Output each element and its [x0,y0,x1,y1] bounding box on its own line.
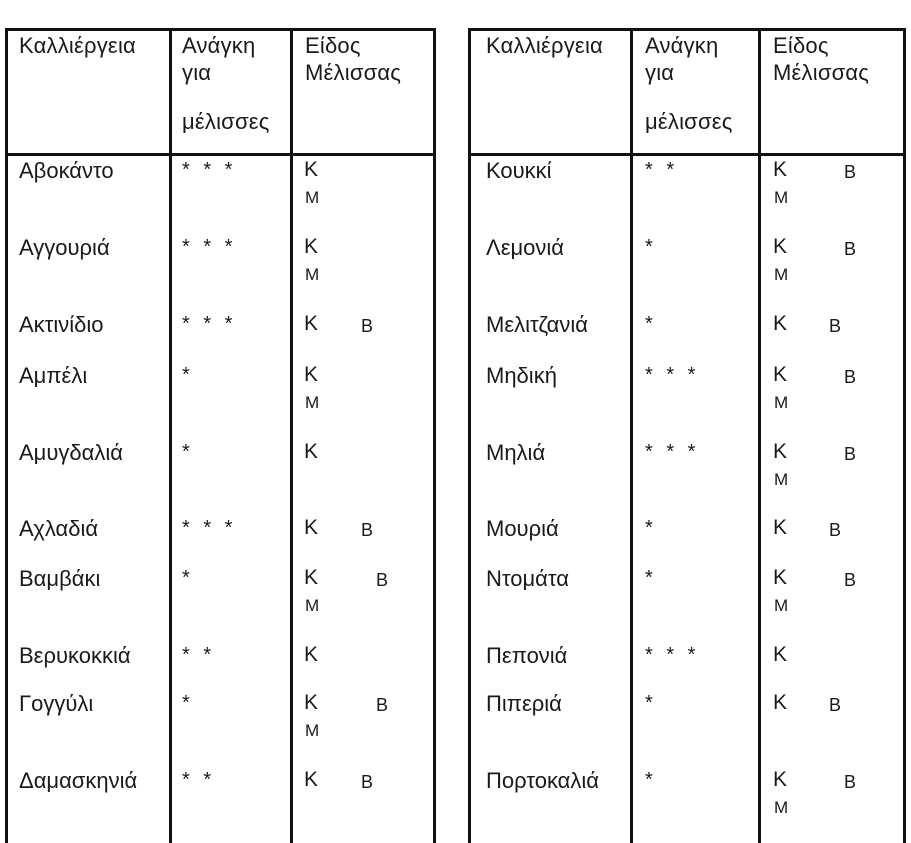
table-line [290,28,293,843]
bee-type-b: Β [361,772,374,792]
bee-type-m: Μ [305,721,320,740]
header-need [182,32,270,135]
need-rating: * [645,236,657,258]
bee-type-k: Κ [304,768,319,791]
bee-type-k: Κ [304,516,319,539]
bee-type-k: Κ [773,643,788,666]
crop-name: Μηλιά [486,440,546,465]
bee-type-k: Κ [304,643,319,666]
bee-type-k: Κ [773,235,788,258]
header-need-line: Ανάγκη [182,33,256,58]
need-rating: * * * [182,517,237,539]
header-crop: Καλλιέργεια [486,33,603,58]
bee-type-k: Κ [773,691,788,714]
crop-name: Γογγύλι [19,691,94,716]
need-rating: * * * [645,644,700,666]
need-rating: * [645,567,657,589]
table-line [169,28,172,843]
need-rating: * * * [182,159,237,181]
crop-name: Ακτινίδιο [19,312,104,337]
table-line [433,28,436,843]
table-line [468,153,906,156]
crop-name: Αγγουριά [19,235,110,260]
bee-type-k: Κ [304,440,319,463]
need-rating: * [182,567,194,589]
need-rating: * [645,313,657,335]
header-type-line: Μέλισσας [773,60,870,85]
bee-type-k: Κ [304,235,319,258]
crop-name: Βερυκοκκιά [19,643,131,668]
table-line [5,28,436,31]
bee-type-b: Β [844,444,857,464]
table-line [5,28,8,843]
bee-type-m: Μ [305,596,320,615]
bee-type-b: Β [376,570,389,590]
bee-type-m: Μ [305,188,320,207]
bee-type-m: Μ [774,188,789,207]
crop-name: Αμυγδαλιά [19,440,123,465]
bee-type-b: Β [844,570,857,590]
crop-name: Μουριά [486,516,559,541]
bee-type-k: Κ [773,566,788,589]
crop-name: Κουκκί [486,158,552,183]
bee-type-b: Β [361,316,374,336]
crop-name: Πιπεριά [486,691,562,716]
bee-type-b: Β [829,520,842,540]
bee-type-m: Μ [774,470,789,489]
crop-name: Αχλαδιά [19,516,99,541]
bee-type-k: Κ [304,363,319,386]
bee-type-k: Κ [304,691,319,714]
bee-type-m: Μ [774,265,789,284]
bee-type-b: Β [844,772,857,792]
crop-name: Δαμασκηνιά [19,768,138,793]
header-bee-type [773,32,869,86]
need-rating: * * * [645,364,700,386]
bee-type-m: Μ [774,798,789,817]
header-type-line: Είδος [305,33,361,58]
need-rating: * [182,364,194,386]
bee-type-b: Β [829,695,842,715]
crop-name: Πορτοκαλιά [486,768,599,793]
header-need [645,32,733,135]
need-rating: * [645,692,657,714]
crop-name: Αβοκάντο [19,158,114,183]
need-rating: * [645,769,657,791]
table-line [758,28,761,843]
header-bee-type [305,32,401,86]
need-rating: * * * [645,441,700,463]
header-need-line: Ανάγκη [645,33,719,58]
table-line [630,28,633,843]
bee-type-b: Β [361,520,374,540]
bee-type-k: Κ [773,158,788,181]
crop-name: Μηδική [486,363,557,388]
need-rating: * [645,517,657,539]
need-rating: * * [182,644,216,666]
header-crop: Καλλιέργεια [19,33,136,58]
bee-type-b: Β [844,162,857,182]
bee-type-k: Κ [773,363,788,386]
bee-type-k: Κ [773,516,788,539]
bee-type-k: Κ [773,768,788,791]
crop-name: Πεπονιά [486,643,568,668]
crop-name: Ντομάτα [486,566,569,591]
bee-type-k: Κ [304,566,319,589]
crop-name: Αμπέλι [19,363,88,388]
header-need-line: μέλισσες [182,109,270,134]
need-rating: * [182,441,194,463]
bee-type-b: Β [844,239,857,259]
bee-type-k: Κ [304,158,319,181]
bee-type-k: Κ [773,312,788,335]
table-line [903,28,906,843]
bee-type-k: Κ [773,440,788,463]
crop-name: Μελιτζανιά [486,312,588,337]
table-line [468,28,906,31]
table-line [468,28,471,843]
crop-name: Λεμονιά [486,235,565,260]
bee-type-b: Β [844,367,857,387]
header-need-line: για [182,60,212,85]
bee-type-b: Β [376,695,389,715]
bee-type-m: Μ [774,393,789,412]
need-rating: * * [182,769,216,791]
need-rating: * * * [182,313,237,335]
table-line [5,153,436,156]
header-type-line: Είδος [773,33,829,58]
header-type-line: Μέλισσας [305,60,402,85]
bee-type-m: Μ [305,393,320,412]
header-need-line: για [645,60,675,85]
need-rating: * [182,692,194,714]
bee-type-b: Β [829,316,842,336]
need-rating: * * * [182,236,237,258]
bee-type-k: Κ [304,312,319,335]
bee-type-m: Μ [774,596,789,615]
need-rating: * * [645,159,679,181]
header-need-line: μέλισσες [645,109,733,134]
bee-type-m: Μ [305,265,320,284]
crop-name: Βαμβάκι [19,566,101,591]
